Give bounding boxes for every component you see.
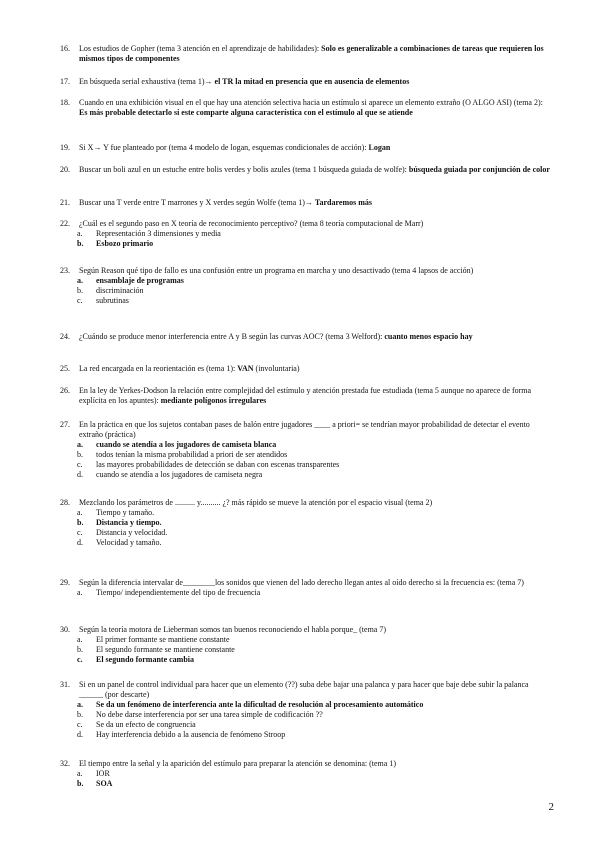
option-item	[60, 470, 552, 480]
option-item	[60, 450, 552, 460]
question-30	[60, 625, 552, 665]
option-text: El primer formante se mantiene constante	[96, 635, 230, 644]
option-text: cuando se atendía a los jugadores de camiseta negra	[96, 470, 263, 479]
question-text: El tiempo entre la señal y la aparición del estímulo para preparar la atención se denomina: (tema 1)	[79, 759, 396, 768]
question-body	[79, 198, 552, 208]
question-text: ¿Cuál es el segundo paso en X teoría de reconocimiento perceptivo? (tema 8 teoría computacional de Marr)	[79, 219, 424, 228]
question-number: 27.	[60, 420, 70, 429]
question-number: 23.	[60, 266, 70, 275]
option-text: Tiempo y tamaño.	[96, 508, 155, 517]
question-number: 16.	[60, 44, 70, 53]
option-text: Esbozo primario	[96, 239, 154, 248]
question-answer: mediante polígonos irregulares	[160, 396, 267, 405]
question-body	[79, 266, 552, 276]
option-text: discriminación	[96, 286, 144, 295]
question-answer: cuanto menos espacio hay	[384, 332, 473, 341]
question-text: En la práctica en que los sujetos contaban pases de balón entre jugadores ____ a priori= se tendrían mayor probabilidad de detectar el evento extraño (práctica)	[79, 420, 530, 439]
question-number: 24.	[60, 332, 70, 341]
option-text: las mayores probabilidades de detección se daban con escenas transparentes	[96, 460, 340, 469]
option-letter: a.	[77, 769, 83, 778]
option-text: SOA	[96, 779, 113, 788]
option-letter: b.	[77, 779, 84, 788]
question-body	[79, 165, 552, 175]
question-32	[60, 759, 552, 789]
option-letter: d.	[77, 730, 83, 739]
question-24	[60, 332, 552, 342]
question-26	[60, 386, 552, 406]
question-body	[79, 759, 552, 769]
question-body	[79, 77, 552, 87]
option-item	[60, 645, 552, 655]
question-31	[60, 680, 552, 740]
question-answer: el TR la mitad en presencia que en ausencia de elementos	[214, 77, 410, 86]
question-17	[60, 77, 552, 87]
question-answer-note: (involuntaria)	[253, 364, 300, 373]
question-number: 19.	[60, 143, 70, 152]
option-item	[60, 730, 552, 740]
options-list	[60, 276, 552, 306]
question-text: Según Reason qué tipo de fallo es una confusión entre un programa en marcha y uno desactivado (tema 4 lapsos de acción)	[79, 266, 474, 275]
option-item	[60, 508, 552, 518]
option-letter: c.	[77, 460, 83, 469]
option-item	[60, 296, 552, 306]
option-text: Distancia y tiempo.	[96, 518, 162, 527]
question-body	[79, 219, 552, 229]
question-number: 31.	[60, 680, 70, 689]
option-item	[60, 276, 552, 286]
option-letter: c.	[77, 655, 83, 664]
question-text: Si X→ Y fue planteado por (tema 4 modelo de logan, esquemas condicionales de acción):	[79, 143, 369, 152]
option-letter: b.	[77, 450, 83, 459]
option-item	[60, 528, 552, 538]
question-19	[60, 143, 552, 153]
question-text: En búsqueda serial exhaustiva (tema 1)→	[79, 77, 215, 86]
page-number: 2	[548, 801, 554, 813]
question-number: 28.	[60, 498, 70, 507]
option-letter: a.	[77, 635, 83, 644]
question-number: 17.	[60, 77, 70, 86]
question-body	[79, 364, 552, 374]
option-text: Velocidad y tamaño.	[96, 538, 162, 547]
option-text: El segundo formante cambia	[96, 655, 194, 664]
question-answer: Es más probable detectarlo si este comparte alguna característica con el estímulo al que se atiende	[79, 108, 413, 117]
question-text: Buscar una T verde entre T marrones y X verdes según Wolfe (tema 1)→	[79, 198, 315, 207]
option-letter: d.	[77, 538, 83, 547]
options-list	[60, 769, 552, 789]
question-text: ¿Cuándo se produce menor interferencia entre A y B según las curvas AOC? (tema 3 Welford):	[79, 332, 385, 341]
option-item	[60, 588, 552, 598]
question-text: En la ley de Yerkes-Dodson la relación entre complejidad del estímulo y atención prestada fue estudiada (tema 5 aunque no aparece de forma explícita en los apuntes):	[79, 386, 532, 405]
option-text: cuando se atendía a los jugadores de camiseta blanca	[96, 440, 277, 449]
option-item	[60, 286, 552, 296]
question-answer: Logan	[368, 143, 391, 152]
question-number: 30.	[60, 625, 70, 634]
option-item	[60, 700, 552, 710]
option-text: Representación 3 dimensiones y media	[96, 229, 221, 238]
question-body	[79, 680, 552, 700]
options-list	[60, 588, 552, 598]
option-item	[60, 655, 552, 665]
option-item	[60, 518, 552, 528]
option-letter: c.	[77, 296, 83, 305]
option-letter: b.	[77, 286, 83, 295]
options-list	[60, 508, 552, 548]
option-item	[60, 635, 552, 645]
option-text: Hay interferencia debido a la ausencia de fenómeno Stroop	[96, 730, 286, 739]
option-text: No debe darse interferencia por ser una tarea simple de codificación ??	[96, 710, 323, 719]
question-number: 21.	[60, 198, 70, 207]
question-text: La red encargada en la reorientación es (tema 1):	[79, 364, 238, 373]
question-number: 22.	[60, 219, 70, 228]
option-letter: a.	[77, 440, 83, 449]
option-item	[60, 440, 552, 450]
question-answer: Tardaremos más	[314, 198, 373, 207]
option-item	[60, 710, 552, 720]
question-number: 26.	[60, 386, 70, 395]
question-text: Mezclando los parámetros de .......... y.......... ¿? más rápido se mueve la atención por el espacio visual (tema 2)	[79, 498, 433, 507]
question-22	[60, 219, 552, 249]
option-letter: a.	[77, 508, 83, 517]
question-text: Según la teoría motora de Lieberman somos tan buenos reconociendo el habla porque_ (tema 7)	[79, 625, 387, 634]
option-letter: a.	[77, 229, 83, 238]
options-list	[60, 700, 552, 740]
option-item	[60, 239, 552, 249]
option-text: El segundo formante se mantiene constante	[96, 645, 235, 654]
option-text: subrutinas	[96, 296, 129, 305]
question-29	[60, 578, 552, 598]
question-number: 29.	[60, 578, 70, 587]
question-body	[79, 420, 552, 440]
option-letter: b.	[77, 710, 83, 719]
question-number: 32.	[60, 759, 70, 768]
option-letter: d.	[77, 470, 83, 479]
option-letter: b.	[77, 518, 84, 527]
question-body	[79, 143, 552, 153]
option-text: todos tenían la misma probabilidad a priori de ser atendidos	[96, 450, 288, 459]
options-list	[60, 635, 552, 665]
question-28	[60, 498, 552, 548]
option-item	[60, 769, 552, 779]
option-letter: c.	[77, 528, 83, 537]
option-text: ensamblaje de programas	[96, 276, 184, 285]
question-21	[60, 198, 552, 208]
question-text: Buscar un boli azul en un estuche entre bolis verdes y bolis azules (tema 1 búsqueda guiada de wolfe):	[79, 165, 409, 174]
question-answer: VAN	[237, 364, 254, 373]
question-body	[79, 625, 552, 635]
option-letter: b.	[77, 645, 83, 654]
question-body	[79, 44, 552, 64]
options-list	[60, 440, 552, 480]
option-text: Se da un efecto de congruencia	[96, 720, 196, 729]
option-letter: a.	[77, 276, 83, 285]
option-item	[60, 720, 552, 730]
option-item	[60, 538, 552, 548]
option-text: Tiempo/ independientemente del tipo de frecuencia	[96, 588, 261, 597]
option-text: Se da un fenómeno de interferencia ante la dificultad de resolución al procesamiento automático	[96, 700, 424, 709]
option-letter: b.	[77, 239, 84, 248]
question-23	[60, 266, 552, 306]
question-text: Cuando en una exhibición visual en el que hay una atención selectiva hacia un estímulo si aparece un elemento extraño (O ALGO ASI) (tema 2):	[79, 98, 543, 107]
option-letter: a.	[77, 588, 83, 597]
question-body	[79, 578, 552, 588]
question-body	[79, 498, 552, 508]
question-answer: Solo es generalizable a combinaciones de tareas que requieren los mismos tipos de componentes	[79, 44, 544, 63]
question-text: Los estudios de Gopher (tema 3 atención en el aprendizaje de habilidades):	[79, 44, 322, 53]
question-16	[60, 44, 552, 64]
option-text: Distancia y velocidad.	[96, 528, 168, 537]
question-body	[79, 332, 552, 342]
option-item	[60, 460, 552, 470]
question-25	[60, 364, 552, 374]
options-list	[60, 229, 552, 249]
question-number: 20.	[60, 165, 70, 174]
question-text: Si en un panel de control individual para hacer que un elemento (??) suba debe bajar una palanca y para hacer que baje debe subir la palanca ______ (por descarte)	[79, 680, 529, 699]
question-27	[60, 420, 552, 480]
question-20	[60, 165, 552, 175]
option-item	[60, 779, 552, 789]
option-item	[60, 229, 552, 239]
option-letter: c.	[77, 720, 83, 729]
question-number: 18.	[60, 98, 70, 107]
question-number: 25.	[60, 364, 70, 373]
question-body	[79, 98, 552, 118]
question-body	[79, 386, 552, 406]
question-answer: búsqueda guiada por conjunción de color	[408, 165, 550, 174]
question-18	[60, 98, 552, 118]
question-text: Según la diferencia intervalar de________los sonidos que vienen del lado derecho llegan antes al oído derecho si la frecuencia es: (tema 7)	[79, 578, 524, 587]
option-letter: a.	[77, 700, 83, 709]
option-text: IOR	[96, 769, 110, 778]
